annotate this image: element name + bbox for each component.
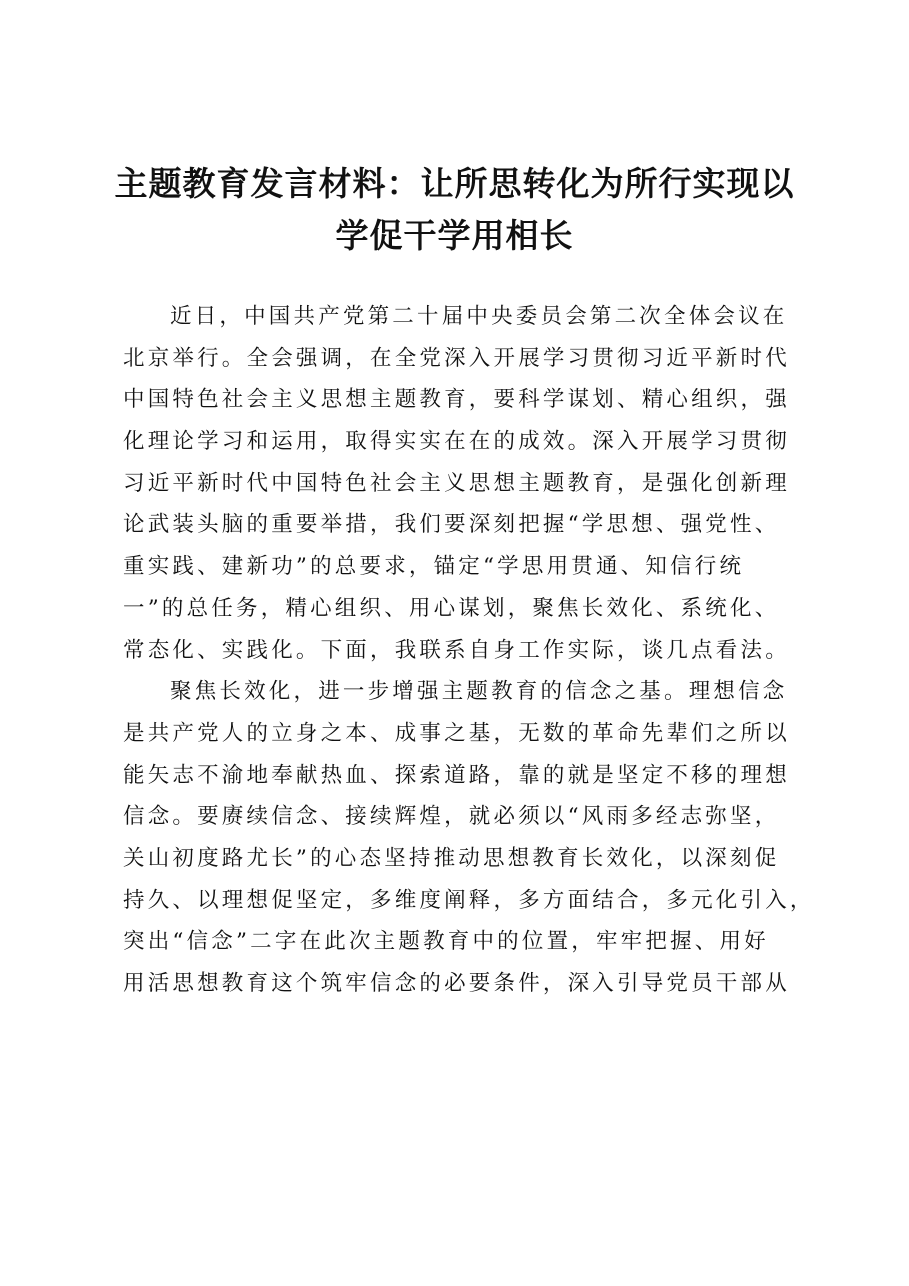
paragraph-line: 重实践、建新功”的总要求，锚定“学思用贯通、知信行统 xyxy=(123,554,745,580)
document-title xyxy=(100,158,809,262)
paragraph-line: 中国特色社会主义思想主题教育，要科学谋划、精心组织，强 xyxy=(123,387,790,413)
paragraph-line: 能矢志不渝地奉献热血、探索道路，靠的就是坚定不移的理想 xyxy=(123,762,790,788)
paragraph-line: 论武装头脑的重要举措，我们要深刻把握“学思想、强党性、 xyxy=(123,512,780,538)
paragraph-line: 聚焦长效化，进一步增强主题教育的信念之基。理想信念 xyxy=(170,679,788,705)
paragraph-line: 习近平新时代中国特色社会主义思想主题教育，是强化创新理 xyxy=(123,470,790,496)
paragraph-line: 信念。要赓续信念、接续辉煌，就必须以“风雨多经志弥坚， xyxy=(123,804,780,830)
paragraph-1 xyxy=(123,296,803,671)
paragraph-line: 用活思想教育这个筑牢信念的必要条件，深入引导党员干部从 xyxy=(123,971,790,996)
document-body xyxy=(123,296,815,1005)
paragraph-line: 北京举行。全会强调，在全党深入开展学习贯彻习近平新时代 xyxy=(123,345,790,371)
paragraph-line: 近日，中国共产党第二十届中央委员会第二次全体会议在 xyxy=(170,304,788,329)
paragraph-line: 突出“信念”二字在此次主题教育中的位置，牢牢把握、用好 xyxy=(123,929,769,955)
title-line-1: 主题教育发言材料：让所思转化为所行实现以 xyxy=(114,164,795,203)
title-line-2: 学促干学用相长 xyxy=(335,216,574,255)
paragraph-2 xyxy=(123,671,815,1005)
paragraph-line: 化理论学习和运用，取得实实在在的成效。深入开展学习贯彻 xyxy=(123,429,790,455)
paragraph-line: 常态化、实践化。下面，我联系自身工作实际，谈几点看法。 xyxy=(123,637,790,663)
paragraph-line: 关山初度路尤长”的心态坚持推动思想教育长效化，以深刻促 xyxy=(123,845,780,871)
paragraph-line: 持久、以理想促坚定，多维度阐释，多方面结合，多元化引入， xyxy=(123,887,815,913)
paragraph-line: 是共产党人的立身之本、成事之基，无数的革命先辈们之所以 xyxy=(123,720,790,746)
paragraph-line: 一”的总任务，精心组织、用心谋划，聚焦长效化、系统化、 xyxy=(123,595,780,621)
